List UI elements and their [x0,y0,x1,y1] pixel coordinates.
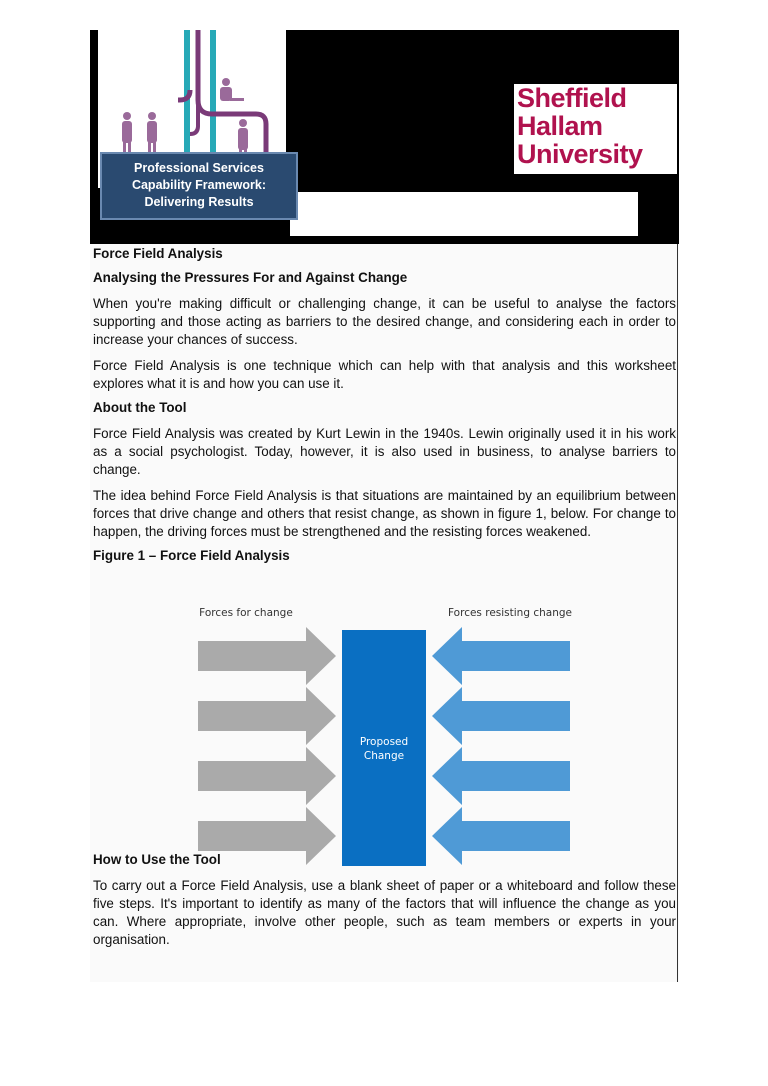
driving-forces-arrows [198,627,336,865]
page-subtitle: Analysing the Pressures For and Against Change [93,270,408,285]
resisting-forces-arrows [432,627,570,865]
teal-line-2 [210,30,216,170]
proposed-change-label: Change [363,750,405,762]
forces-for-label: Forces for change [199,607,293,619]
how-paragraph-1: To carry out a Force Field Analysis, use a blank sheet of paper or a whiteboard and follow these five steps. It's important to identify as many of the factors that will influence the change as you can. Where appropriate, involve other people, such as team members or experts in your organisation. [93,878,676,947]
forces-resisting-label: Forces resisting change [448,607,572,619]
about-paragraph-1: Force Field Analysis was created by Kurt Lewin in the 1940s. Lewin originally used it in his work as a social psychologist. Today, however, it is also used in business, to analyse barriers to change. [93,426,676,477]
intro-paragraph-2: Force Field Analysis is one technique which can help with that analysis and this worksheet explores what it is and how you can use it. [93,358,676,391]
university-logo [514,84,677,174]
framework-title-box [100,152,298,220]
framework-line: Professional Services [134,161,264,175]
figure-caption: Figure 1 – Force Field Analysis [93,548,290,563]
proposed-change-box [342,630,426,866]
logo-line: University [517,139,643,169]
page-border [677,244,678,982]
force-field-diagram [196,600,576,872]
driving-force-arrow [198,687,336,745]
about-heading: About the Tool [93,400,187,415]
resisting-force-arrow [432,687,570,745]
page-title: Force Field Analysis [93,246,223,261]
driving-force-arrow [198,807,336,865]
framework-line: Delivering Results [144,195,254,209]
framework-line: Capability Framework: [131,178,267,192]
resisting-force-arrow [432,627,570,685]
proposed-change-label: Proposed [359,736,409,748]
about-paragraph-2: The idea behind Force Field Analysis is that situations are maintained by an equilibrium between forces that drive change and others that resist change, as shown in figure 1, below. For change to happen, the driving forces must be strengthened and the resisting forces weakened. [93,488,676,539]
resisting-force-arrow [432,807,570,865]
logo-line: Hallam [517,111,603,141]
resisting-force-arrow [432,747,570,805]
intro-paragraph-1: When you're making difficult or challenging change, it can be useful to analyse the factors supporting and those acting as barriers to the desired change, and considering each in order to increase your chances of success. [93,296,676,347]
driving-force-arrow [198,627,336,685]
banner-strip [290,192,638,236]
logo-line: Sheffield [517,83,627,113]
how-heading: How to Use the Tool [93,852,221,867]
driving-force-arrow [198,747,336,805]
force-field-figure [196,600,576,872]
